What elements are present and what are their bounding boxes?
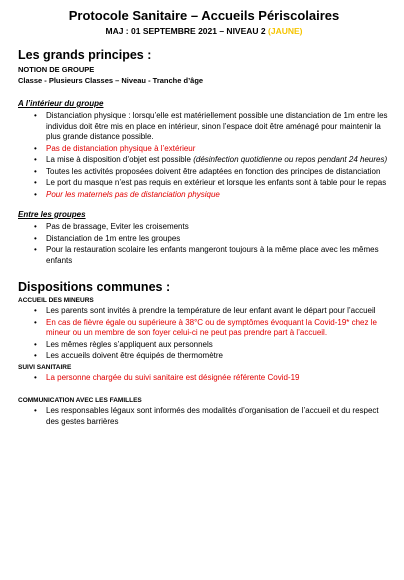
list-item: • Pas de distanciation physique à l’extérieur	[34, 143, 196, 153]
list-item: • Pour la restauration scolaire les enfants mangeront toujours à la même place avec les mêmes enfants	[34, 245, 379, 265]
bullet-icon: •	[34, 143, 37, 153]
list-item: • Les accueils doivent être équipés de thermomètre	[34, 351, 223, 360]
list-item: • Pas de brassage, Eviter les croisements	[34, 222, 189, 231]
dispositions-heading: Dispositions communes :	[18, 280, 171, 294]
level-label: (JAUNE)	[268, 26, 303, 36]
principes-heading: Les grands principes :	[18, 48, 152, 62]
list-item: • Pour les maternels pas de distanciation physique	[34, 189, 220, 199]
bullet-icon: •	[34, 189, 37, 199]
document-subtitle	[18, 26, 390, 36]
bullet-icon: •	[34, 111, 37, 120]
document-title: Protocole Sanitaire – Accueils Périscolaires	[68, 8, 340, 23]
interieur-heading: A l’intérieur du groupe	[18, 99, 104, 108]
bullet-icon: •	[34, 317, 37, 327]
communication-list	[18, 406, 390, 427]
accueil-heading: ACCUEIL DES MINEURS	[18, 297, 94, 304]
bullet-icon: •	[34, 339, 37, 349]
list-item: • La mise à disposition d’objet est possible (désinfection quotidienne ou repos pendant 24 heures)	[34, 155, 388, 164]
list-item: • En cas de fièvre égale ou supérieure à 38°C ou de symptômes évoquant la Covid-19* chez le mineur ou un membre de son foyer celui-ci ne peut pas prendre part à l’accueil.	[34, 317, 377, 337]
update-date: MAJ : 01 SEPTEMBRE 2021 – NIVEAU 2	[105, 26, 266, 36]
suivi-heading: SUIVI SANITAIRE	[18, 363, 72, 371]
list-item: • Distanciation de 1m entre les groupes	[34, 233, 181, 243]
notion-groupe: NOTION DE GROUPE	[18, 65, 95, 74]
bullet-icon: •	[34, 233, 37, 243]
list-item: • Les mêmes règles s’appliquent aux personnels	[34, 339, 213, 349]
bullet-icon: •	[34, 372, 37, 382]
list-item: • Toutes les activités proposées doivent être adaptées en fonction des principes de distanciation	[34, 166, 381, 176]
bullet-icon: •	[34, 222, 37, 231]
bullet-icon: •	[34, 166, 37, 176]
entre-heading: Entre les groupes	[18, 210, 86, 219]
bullet-icon: •	[34, 306, 37, 315]
list-item: • Les parents sont invités à prendre la température de leur enfant avant le départ pour l’accueil	[34, 306, 376, 315]
bullet-icon: •	[34, 155, 37, 164]
communication-heading: COMMUNICATION AVEC LES FAMILLES	[18, 397, 142, 404]
bullet-icon: •	[34, 406, 37, 415]
entre-list	[18, 222, 390, 266]
list-item: • Les responsables légaux sont informés des modalités d’organisation de l’accueil et du respect des gestes barrières	[34, 406, 379, 426]
bullet-icon: •	[34, 178, 37, 187]
list-item: • Le port du masque n’est pas requis en extérieur et lorsque les enfants sont à table pour le repas	[34, 178, 387, 187]
groupes-line: Classe - Plusieurs Classes – Niveau - Tranche d’âge	[18, 76, 204, 85]
suivi-list	[18, 373, 390, 384]
accueil-list	[18, 306, 390, 362]
list-item: • La personne chargée du suivi sanitaire est désignée référente Covid-19	[34, 372, 300, 382]
bullet-icon: •	[34, 245, 37, 254]
list-item: • Distanciation physique : lorsqu’elle est matériellement possible une distanciation de 1m entre les individus doit être mis en place en intérieur, sinon l’espace doit être aménagé pour maintenir la plus grande distance possible.	[34, 111, 388, 141]
bullet-icon: •	[34, 351, 37, 360]
interieur-list	[18, 111, 390, 200]
